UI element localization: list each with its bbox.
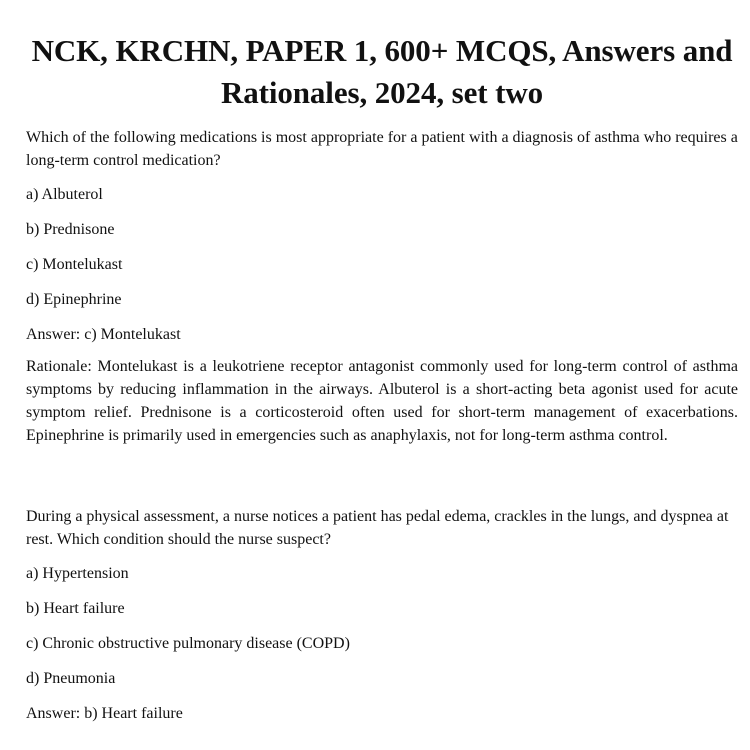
question-2-option-a: a) Hypertension: [26, 565, 129, 582]
question-2-answer: Answer: b) Heart failure: [26, 705, 183, 722]
question-1: [26, 126, 738, 447]
question-2-text: During a physical assessment, a nurse notices a patient has pedal edema, crackles in the lungs, and dyspnea at rest. Which condition should the nurse suspect?: [26, 508, 729, 548]
question-2-option-c: c) Chronic obstructive pulmonary disease (COPD): [26, 635, 350, 652]
question-spacer: [26, 447, 738, 493]
question-1-rationale: Rationale: Montelukast is a leukotriene receptor antagonist commonly used for long-term control of asthma symptoms by reducing inflammation in the airways. Albuterol is a short-acting beta agonist used for acute symptom relief. Prednisone is a corticosteroid often used for short-term management of exacerbations. Epinephrine is primarily used in emergencies such as anaphylaxis, not for long-term asthma control.: [26, 358, 738, 444]
question-1-option-c: c) Montelukast: [26, 256, 123, 273]
question-1-option-b: b) Prednisone: [26, 221, 115, 238]
question-2-option-b: b) Heart failure: [26, 600, 125, 617]
question-2: [26, 505, 738, 726]
question-1-option-d: d) Epinephrine: [26, 291, 122, 308]
question-1-text: Which of the following medications is most appropriate for a patient with a diagnosis of asthma who requires a long-term control medication?: [26, 129, 738, 169]
document-title: NCK, KRCHN, PAPER 1, 600+ MCQS, Answers and Rationales, 2024, set two: [31, 33, 733, 110]
question-2-option-d: d) Pneumonia: [26, 670, 116, 687]
question-1-option-a: a) Albuterol: [26, 186, 103, 203]
question-1-answer: Answer: c) Montelukast: [26, 326, 181, 343]
